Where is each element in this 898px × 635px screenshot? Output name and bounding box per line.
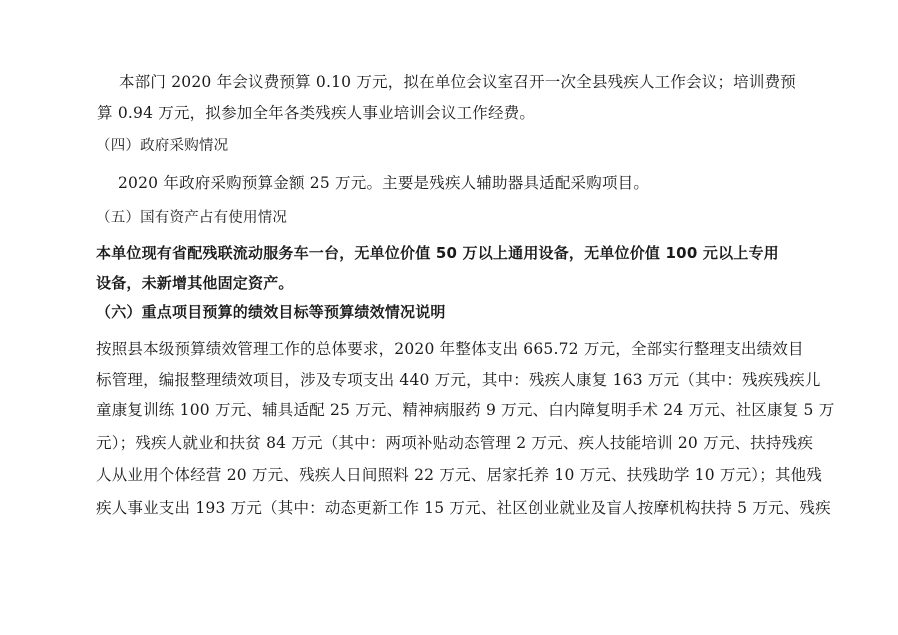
- section-5-line-1: 本单位现有省配残联流动服务车一台，无单位价值 50 万以上通用设备，无单位价值 100 元以上专用: [96, 244, 779, 262]
- meeting-paragraph-line-1: 本部门 2020 年会议费预算 0.10 万元，拟在单位会议室召开一次全县残疾人工作会议；培训费预: [119, 73, 796, 91]
- section-6-line-6: 疾人事业支出 193 万元（其中：动态更新工作 15 万元、社区创业就业及盲人按摩机构扶持 5 万元、残疾: [96, 499, 831, 517]
- meeting-paragraph-line-2: 算 0.94 万元，拟参加全年各类残疾人事业培训会议工作经费。: [97, 104, 536, 122]
- section-6-line-5: 人从业用个体经营 20 万元、残疾人日间照料 22 万元、居家托养 10 万元、扶残助学 10 万元）；其他残: [96, 466, 823, 484]
- section-4-text: 2020 年政府采购预算金额 25 万元。主要是残疾人辅助器具适配采购项目。: [118, 174, 650, 192]
- section-5-line-2: 设备，未新增其他固定资产。: [96, 274, 294, 292]
- section-6-line-4: 元）；残疾人就业和扶贫 84 万元（其中：两项补贴动态管理 2 万元、疾人技能培训 20 万元、扶持残疾: [96, 434, 814, 452]
- section-4-heading: （四）政府采购情况: [96, 138, 229, 154]
- section-6-line-1: 按照县本级预算绩效管理工作的总体要求，2020 年整体支出 665.72 万元，全部实行整理支出绩效目: [96, 340, 804, 358]
- section-6-line-2: 标管理，编报整理绩效项目，涉及专项支出 440 万元，其中：残疾人康复 163 万元（其中：残疾残疾儿: [96, 371, 821, 389]
- section-6-line-3: 童康复训练 100 万元、辅具适配 25 万元、精神病服药 9 万元、白内障复明手术 24 万元、社区康复 5 万: [96, 401, 835, 419]
- section-5-heading: （五）国有资产占有使用情况: [96, 210, 288, 226]
- section-6-heading: （六）重点项目预算的绩效目标等预算绩效情况说明: [96, 303, 446, 321]
